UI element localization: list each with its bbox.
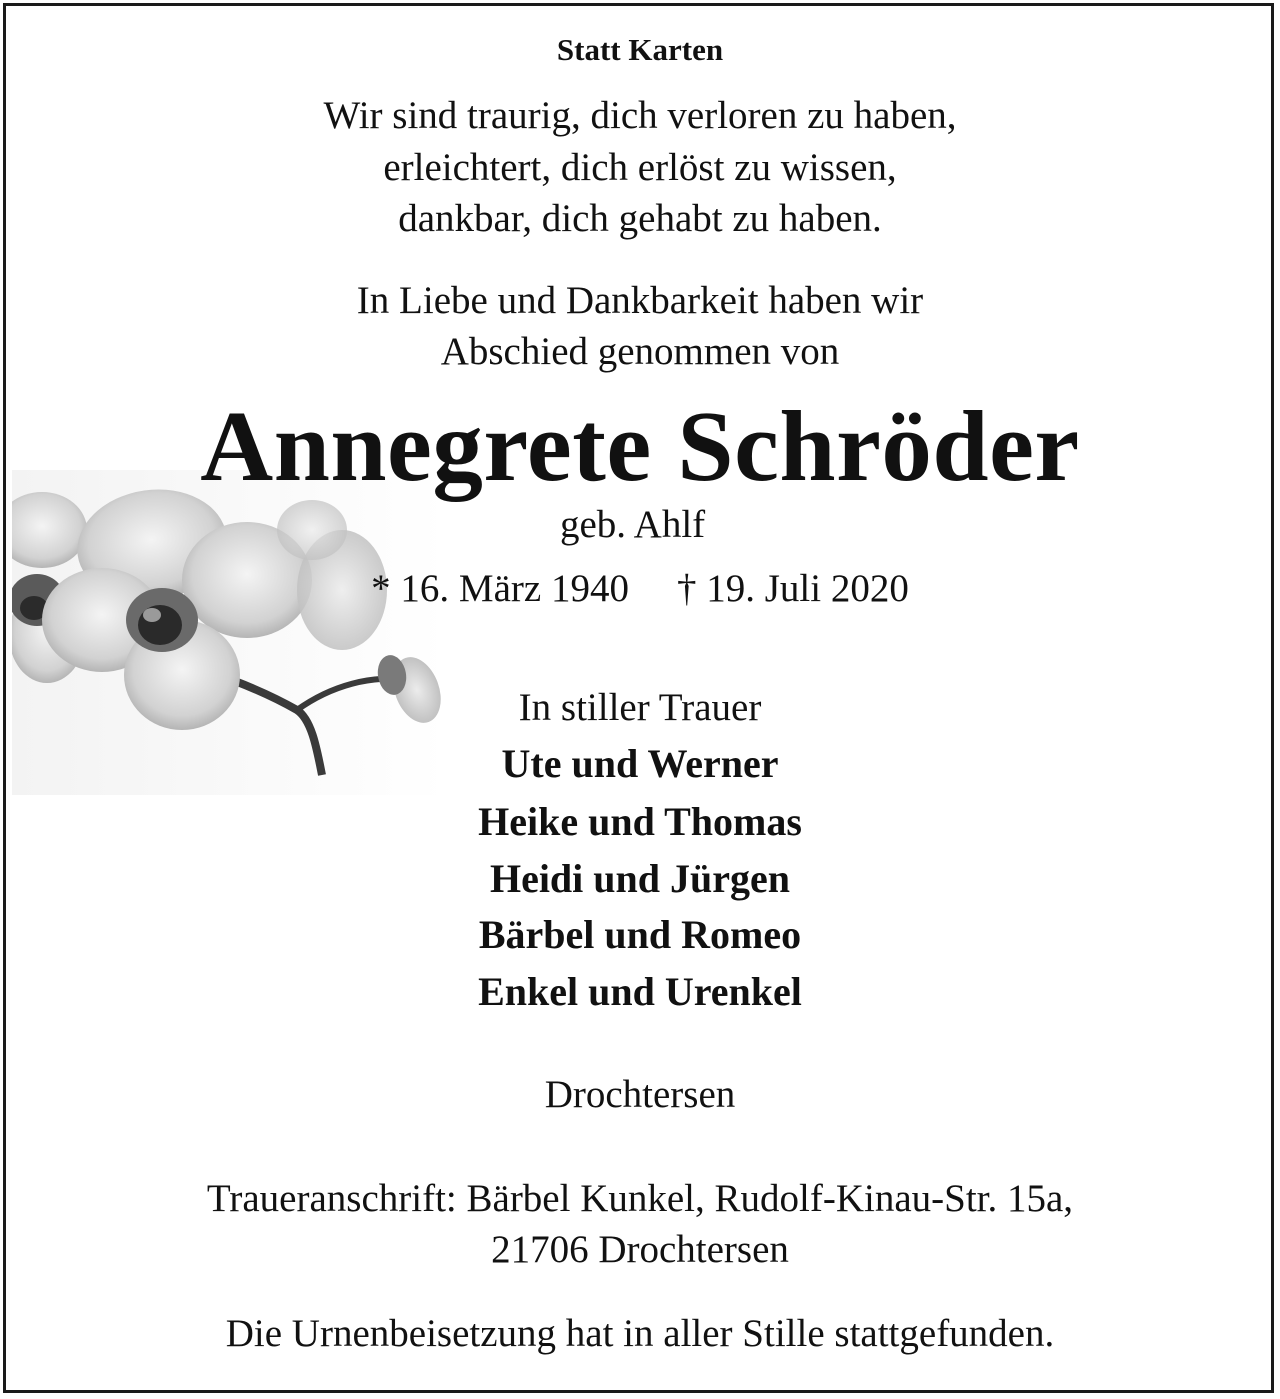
mourning-address-line-2: 21706 Drochtersen <box>491 1228 789 1271</box>
verse-line-3: dankbar, dich gehabt zu haben. <box>398 197 882 240</box>
mourning-address-line-1: Traueranschrift: Bärbel Kunkel, Rudolf-Kinau-Str. 15a, <box>206 1177 1074 1220</box>
mourner-entry: Bärbel und Romeo <box>478 912 802 957</box>
place: Drochtersen <box>544 1073 736 1116</box>
mourner-entry: Heike und Thomas <box>478 799 802 844</box>
mourners-intro: In stiller Trauer <box>518 686 762 729</box>
birth-date: * 16. März 1940 <box>371 567 629 610</box>
mourner-entry: Heidi und Jürgen <box>489 856 791 901</box>
mourner-entry: Enkel und Urenkel <box>478 969 802 1014</box>
birth-name: geb. Ahlf <box>560 503 706 546</box>
closing-note: Die Urnenbeisetzung hat in aller Stille stattgefunden. <box>225 1312 1055 1355</box>
deceased-name: Annegrete Schröder <box>200 390 1080 502</box>
life-dates <box>0 566 1280 611</box>
header-statt-karten: Statt Karten <box>556 32 724 67</box>
verse-line-2: erleichtert, dich erlöst zu wissen, <box>383 146 897 189</box>
death-date: † 19. Juli 2020 <box>676 567 909 610</box>
mourner-entry: Ute und Werner <box>501 741 779 786</box>
intro-line-2: Abschied genommen von <box>440 330 840 373</box>
verse-line-1: Wir sind traurig, dich verloren zu haben, <box>323 94 957 137</box>
intro-line-1: In Liebe und Dankbarkeit haben wir <box>356 279 924 322</box>
